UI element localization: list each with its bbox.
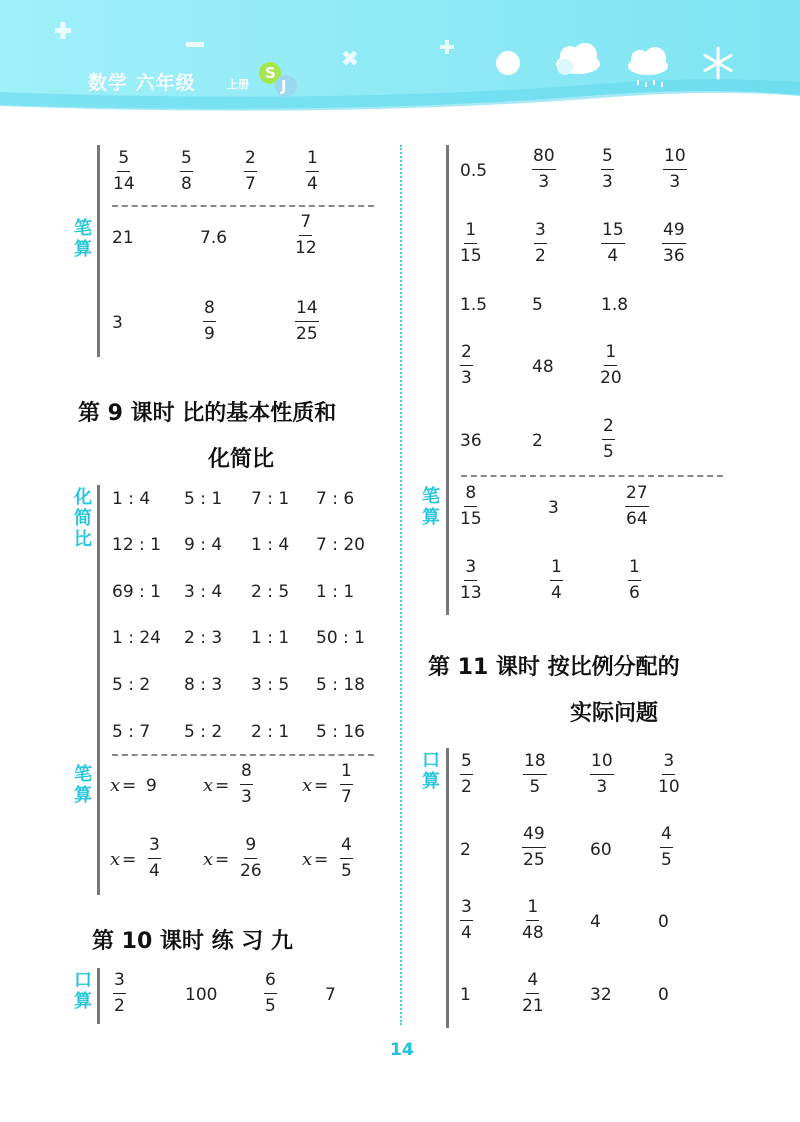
ratio-answer: 1 : 1 <box>316 582 355 602</box>
fraction: $\frac{2}{7}$ <box>245 148 256 194</box>
label-kousuan <box>72 970 94 1012</box>
ratio-answer: 1 : 4 <box>112 489 151 509</box>
fraction: $\frac{1}{4}$ <box>551 557 562 603</box>
label-char: 简 <box>74 508 92 529</box>
ratio-answer: 69 : 1 <box>112 582 161 602</box>
fraction: $\frac{2}{5}$ <box>603 416 614 462</box>
ratio-answer: 3 : 4 <box>184 582 223 602</box>
ratio-answer: 1 : 24 <box>112 628 161 648</box>
equals-sign: = <box>122 776 137 796</box>
fraction: $\frac{1}{48}$ <box>522 897 544 943</box>
label-char: 比 <box>74 529 92 550</box>
sun-icon <box>496 51 520 75</box>
fraction: $\frac{4}{21}$ <box>522 970 544 1016</box>
label-kousuan <box>420 750 442 792</box>
fraction: $\frac{1}{7}$ <box>341 761 352 807</box>
header-banner <box>0 0 800 125</box>
label-char: 口 <box>422 750 440 771</box>
equation-var: x <box>110 849 121 870</box>
badge-s: S <box>265 64 276 82</box>
answer-value: 9 <box>146 776 157 796</box>
answer-value: 1.8 <box>601 295 629 315</box>
label-char: 算 <box>422 771 440 792</box>
fraction: $\frac{8}{15}$ <box>460 483 482 529</box>
ratio-answer: 1 : 1 <box>251 628 290 648</box>
label-char: 算 <box>74 785 92 806</box>
fraction: $\frac{1}{20}$ <box>600 342 622 388</box>
answer-value: 21 <box>112 228 134 248</box>
fraction: $\frac{1}{6}$ <box>629 557 640 603</box>
ratio-answer: 9 : 4 <box>184 535 223 555</box>
fraction: $\frac{3}{4}$ <box>461 897 472 943</box>
label-char: 笔 <box>74 218 92 239</box>
equals-sign: = <box>215 850 230 870</box>
fraction: $\frac{3}{10}$ <box>658 751 680 797</box>
ratio-answer: 50 : 1 <box>316 628 365 648</box>
lesson-9-heading: 第 9 课时 比的基本性质和 <box>78 401 337 426</box>
fraction: $\frac{15}{4}$ <box>602 220 624 266</box>
header-title: 数学 六年级 <box>88 72 196 94</box>
fraction: $\frac{3}{13}$ <box>460 557 482 603</box>
ratio-answer: 5 : 18 <box>316 675 365 695</box>
answer-value: 32 <box>590 985 612 1005</box>
dashed-separator <box>112 754 374 756</box>
answer-value: 2 <box>460 840 471 860</box>
fraction: $\frac{10}{3}$ <box>591 751 613 797</box>
fraction: $\frac{49}{25}$ <box>523 824 545 870</box>
fraction: $\frac{6}{5}$ <box>265 970 276 1016</box>
label-char: 算 <box>422 507 440 528</box>
ratio-answer: 7 : 6 <box>316 489 355 509</box>
fraction: $\frac{1}{4}$ <box>307 148 318 194</box>
ratio-answer: 5 : 2 <box>184 722 223 742</box>
fraction: $\frac{7}{12}$ <box>295 212 317 258</box>
label-char: 口 <box>74 970 92 991</box>
page-number: 14 <box>390 1040 414 1060</box>
ratio-answer: 5 : 7 <box>112 722 151 742</box>
fraction: $\frac{3}{4}$ <box>149 835 160 881</box>
lesson-9-heading-cont: 化简比 <box>208 447 275 472</box>
ratio-answer: 5 : 16 <box>316 722 365 742</box>
left-panel-10 <box>97 968 100 1024</box>
answer-value: 1.5 <box>460 295 488 315</box>
equals-sign: = <box>215 776 230 796</box>
ratio-answer: 7 : 1 <box>251 489 290 509</box>
answer-value: 5 <box>532 295 543 315</box>
ratio-answer: 3 : 5 <box>251 675 290 695</box>
answer-value: 0 <box>658 912 669 932</box>
equals-sign: = <box>122 850 137 870</box>
left-panel-1 <box>97 145 100 357</box>
fraction: $\frac{27}{64}$ <box>626 483 648 529</box>
ratio-answer: 5 : 2 <box>112 675 151 695</box>
ratio-answer: 5 : 1 <box>184 489 223 509</box>
header-subtitle: 上册 <box>227 78 249 91</box>
dashed-separator <box>461 475 723 477</box>
fraction: $\frac{4}{5}$ <box>661 824 672 870</box>
ratio-answer: 12 : 1 <box>112 535 161 555</box>
page-header <box>0 0 800 125</box>
answer-value: 7.6 <box>200 228 228 248</box>
lesson-11-heading: 第 11 课时 按比例分配的 <box>428 655 680 680</box>
answer-value: 100 <box>185 985 218 1005</box>
minus-icon <box>186 42 204 47</box>
fraction: $\frac{5}{2}$ <box>461 751 472 797</box>
answer-value: 0 <box>658 985 669 1005</box>
fraction: $\frac{3}{2}$ <box>114 970 125 1016</box>
answer-value: 7 <box>325 985 336 1005</box>
fraction: $\frac{2}{3}$ <box>461 342 472 388</box>
fraction: $\frac{8}{9}$ <box>204 298 215 344</box>
label-bisuan <box>72 218 94 260</box>
fraction: $\frac{80}{3}$ <box>533 146 555 192</box>
equation-var: x <box>302 849 313 870</box>
lesson-11-heading-cont: 实际问题 <box>570 701 659 726</box>
ratio-answer: 2 : 5 <box>251 582 290 602</box>
right-panel-11 <box>446 748 449 1028</box>
answer-value: 36 <box>460 431 482 451</box>
label-char: 化 <box>74 487 92 508</box>
ratio-answer: 2 : 1 <box>251 722 290 742</box>
label-char: 笔 <box>74 764 92 785</box>
equation-var: x <box>203 849 214 870</box>
answer-value: 3 <box>112 313 123 333</box>
answer-value: 48 <box>532 357 554 377</box>
fraction: $\frac{5}{14}$ <box>113 148 135 194</box>
label-bisuan <box>72 764 94 806</box>
label-bisuan <box>420 486 442 528</box>
lesson-10-heading: 第 10 课时 练 习 九 <box>92 929 293 954</box>
label-huajianbi <box>72 487 94 550</box>
label-char: 笔 <box>422 486 440 507</box>
ratio-answer: 1 : 4 <box>251 535 290 555</box>
fraction: $\frac{18}{5}$ <box>524 751 546 797</box>
fraction: $\frac{5}{8}$ <box>181 148 192 194</box>
right-panel-1 <box>446 145 449 615</box>
ratio-answer: 7 : 20 <box>316 535 365 555</box>
fraction: $\frac{9}{26}$ <box>240 835 262 881</box>
equation-var: x <box>203 775 214 796</box>
label-char: 算 <box>74 991 92 1012</box>
fraction: $\frac{49}{36}$ <box>663 220 685 266</box>
equation-var: x <box>110 775 121 796</box>
equation-var: x <box>302 775 313 796</box>
dashed-separator <box>112 205 374 207</box>
badge-j: J <box>281 77 287 95</box>
answer-value: 2 <box>532 431 543 451</box>
answer-value: 3 <box>548 498 559 518</box>
fraction: $\frac{4}{5}$ <box>341 835 352 881</box>
fraction: $\frac{8}{3}$ <box>241 761 252 807</box>
answer-value: 1 <box>460 985 471 1005</box>
answer-value: 60 <box>590 840 612 860</box>
column-divider <box>400 145 402 1025</box>
fraction: $\frac{1}{15}$ <box>460 220 482 266</box>
left-panel-ratios <box>97 485 100 895</box>
ratio-answer: 8 : 3 <box>184 675 223 695</box>
fraction: $\frac{10}{3}$ <box>664 146 686 192</box>
fraction: $\frac{5}{3}$ <box>602 146 613 192</box>
fraction: $\frac{14}{25}$ <box>296 298 318 344</box>
label-char: 算 <box>74 239 92 260</box>
answer-value: 4 <box>590 912 601 932</box>
answer-value: 0.5 <box>460 161 488 181</box>
fraction: $\frac{3}{2}$ <box>535 220 546 266</box>
equals-sign: = <box>314 850 329 870</box>
ratio-answer: 2 : 3 <box>184 628 223 648</box>
equals-sign: = <box>314 776 329 796</box>
